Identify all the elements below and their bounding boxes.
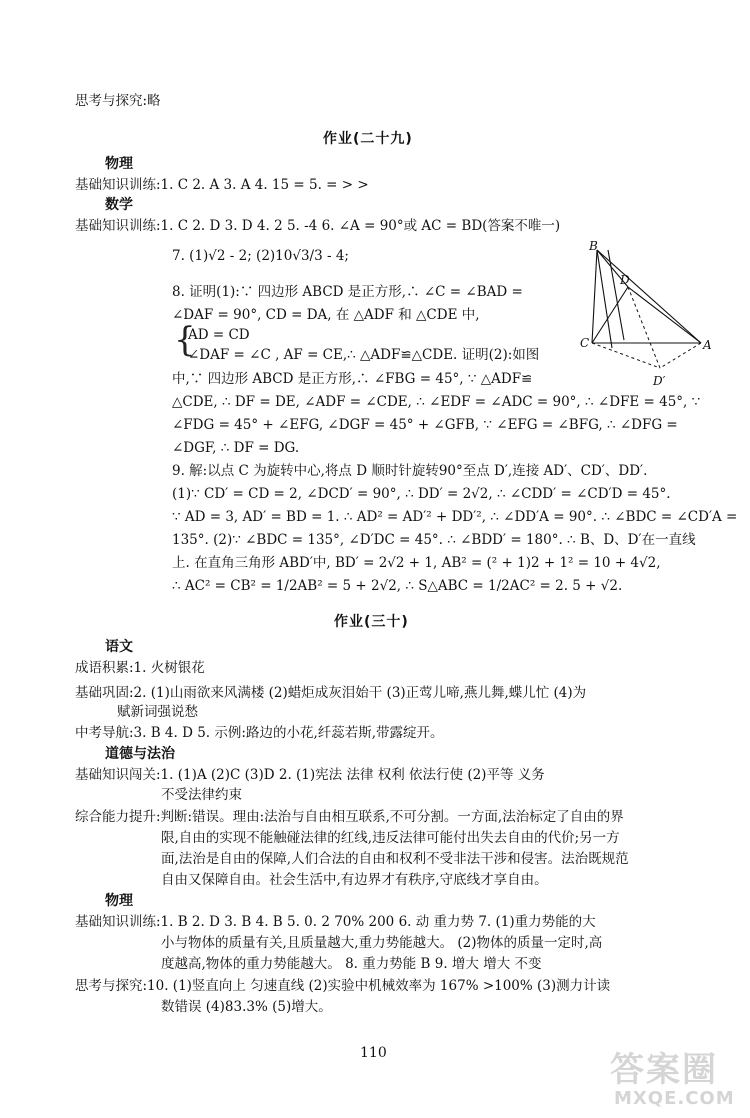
geometry-figure <box>580 240 715 390</box>
answer-line: 9. 解:以点 C 为旋转中心,将点 D 顺时针旋转90°至点 D′,连接 AD′、CD′、DD′. <box>172 463 648 479</box>
watermark-title: 答案圈 <box>610 1050 718 1090</box>
answer-line: 限,自由的实现不能触碰法律的红线,违反法律可能付出失去自由的代价;另一方 <box>161 830 620 846</box>
subject-morality-heading: 道德与法治 <box>105 746 175 762</box>
answer-line: 基础知识训练:1. C 2. D 3. D 4. 2 5. -4 6. ∠A = 90°或 AC = BD(答案不唯一) <box>75 218 561 234</box>
brace-symbol: { <box>174 320 196 360</box>
answer-line: 综合能力提升:判断:错误。理由:法治与自由相互联系,不可分割。一方面,法治标定了自由的界 <box>75 809 624 825</box>
answer-line: 上. 在直角三角形 ABD′中, BD′ = 2√2 + 1, AB² = (² + 1)2 + 1² = 10 + 4√2, <box>172 555 661 571</box>
answer-line: 小与物体的质量有关,且质量越大,重力势能越大。 (2)物体的质量一定时,高 <box>161 935 603 951</box>
point-label-c: C <box>580 336 590 350</box>
answer-line: ∠DGF, ∴ DF = DG. <box>172 440 300 456</box>
watermark-url: MXQE.COM <box>614 1088 735 1109</box>
answer-line: 思考与探究:10. (1)竖直向上 匀速直线 (2)实验中机械效率为 167% >100% (3)测力计读 <box>75 978 611 994</box>
point-label-a: A <box>703 338 712 352</box>
subject-math-heading: 数学 <box>105 197 133 213</box>
point-label-d: D <box>620 273 630 287</box>
answer-line: 135°. (2)∵ ∠BDC = 135°, ∠D′DC = 45°. ∴ ∠BDD′ = 180°. ∴ B、D、D′在一直线 <box>172 532 696 548</box>
answer-line: 数错误 (4)83.3% (5)增大。 <box>161 999 332 1015</box>
answer-line: ∠DAF = ∠C , AF = CE,∴ △ADF≌△CDE. 证明(2):如图 <box>188 347 540 363</box>
section-title-29: 作业(二十九) <box>323 131 413 147</box>
answer-line: 自由又保障自由。社会生活中,有边界才有秩序,守底线才享自由。 <box>161 872 548 888</box>
answer-line: 不受法律约束 <box>161 787 242 803</box>
answer-line: 基础知识训练:1. B 2. D 3. B 4. B 5. 0. 2 70% 200 6. 动 重力势 7. (1)重力势能的大 <box>75 914 596 930</box>
subject-physics-heading: 物理 <box>105 893 133 909</box>
answer-line: ∠FDG = 45° + ∠EFG, ∠DGF = 45° + ∠GFB, ∵ ∠EFG = ∠BFG, ∴ ∠DFG = <box>172 417 678 433</box>
point-label-d-prime: D′ <box>653 374 666 388</box>
answer-line: 赋新词强说愁 <box>117 704 198 720</box>
answer-line: 8. 证明(1):∵ 四边形 ABCD 是正方形,∴ ∠C = ∠BAD = <box>172 284 523 300</box>
answer-line: 面,法治是自由的保障,人们合法的自由和权利不受非法干涉和侵害。法治既规范 <box>161 851 629 867</box>
answer-line: ∠DAF = 90°, CD = DA, 在 △ADF 和 △CDE 中, <box>172 307 480 323</box>
answer-line: AD = CD <box>188 327 250 343</box>
answer-line: ∵ AD = 3, AD′ = BD = 1. ∴ AD² = AD′² + DD′², ∴ ∠DD′A = 90°. ∴ ∠BDC = ∠CD′A = <box>172 509 738 525</box>
subject-chinese-heading: 语文 <box>105 639 133 655</box>
answer-line: (1)∵ CD′ = CD = 2, ∠DCD′ = 90°, ∴ DD′ = 2√2, ∴ ∠CDD′ = ∠CD′D = 45°. <box>172 486 671 502</box>
point-label-b: B <box>589 240 598 253</box>
answer-line: 中考导航:3. B 4. D 5. 示例:路边的小花,纤蕊若斯,带露绽开。 <box>75 725 444 741</box>
answer-line: 成语积累:1. 火树银花 <box>75 660 205 676</box>
answer-line: 7. (1)√2 - 2; (2)10√3/3 - 4; <box>172 248 349 264</box>
answer-line: 度越高,物体的重力势能越大。 8. 重力势能 B 9. 增大 增大 不变 <box>161 956 542 972</box>
answer-line: 基础知识闯关:1. (1)A (2)C (3)D 2. (1)宪法 法律 权利 依法行使 (2)平等 义务 <box>75 767 545 783</box>
answer-line: ∴ AC² = CB² = 1/2AB² = 5 + 2√2, ∴ S△ABC = 1/2AC² = 2. 5 + √2. <box>172 578 623 594</box>
watermark-logo <box>590 1040 750 1118</box>
subject-physics-heading: 物理 <box>105 156 133 172</box>
answer-line: 基础知识训练:1. C 2. A 3. A 4. 15 = 5. = > > <box>75 177 369 193</box>
answer-line: △CDE, ∴ DF = DE, ∠ADF = ∠CDE, ∴ ∠EDF = ∠ADC = 90°, ∴ ∠DFE = 45°, ∵ <box>172 394 701 410</box>
think-explore-line: 思考与探究:略 <box>75 93 161 109</box>
answer-line: 中,∵ 四边形 ABCD 是正方形,∴ ∠FBG = 45°, ∵ △ADF≌ <box>172 371 533 387</box>
answer-line: 基础巩固:2. (1)山雨欲来风满楼 (2)蜡炬成灰泪始干 (3)正莺儿啼,燕儿舞,蝶儿忙 (4)为 <box>75 685 587 701</box>
section-title-30: 作业(三十) <box>334 614 409 630</box>
page-number: 110 <box>360 1045 387 1061</box>
